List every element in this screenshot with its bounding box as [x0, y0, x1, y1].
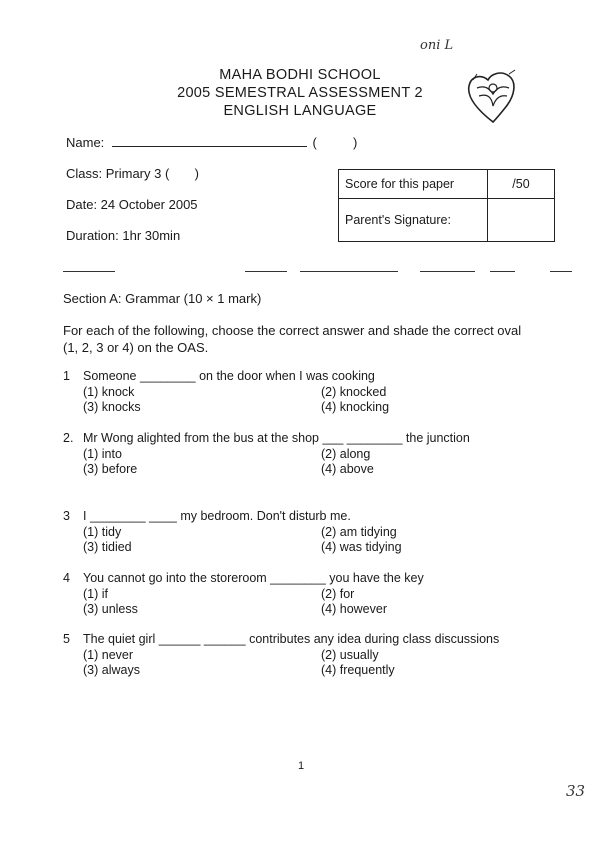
signature-box [488, 199, 555, 242]
handwritten-page-mark: 33 [566, 782, 586, 800]
question-text: I ________ ____ my bedroom. Don't disturb me. [83, 509, 351, 523]
question-4 [63, 571, 533, 618]
duration-label: Duration: 1hr 30min [66, 228, 181, 243]
index-paren: ( ) [312, 135, 358, 150]
option-2: (2) knocked [321, 384, 387, 399]
question-number: 4 [63, 571, 70, 585]
option-3: (3) knocks [83, 400, 141, 414]
option-1: (1) never [83, 647, 134, 662]
separator-line [245, 271, 287, 272]
question-5 [63, 632, 533, 679]
option-4: (4) was tidying [321, 540, 402, 554]
option-4: (4) however [321, 602, 387, 616]
name-line [112, 146, 307, 147]
option-3: (3) always [83, 663, 140, 677]
option-2: (2) along [321, 446, 371, 461]
class-label: Class: Primary 3 ( ) [66, 166, 199, 181]
question-2 [63, 431, 533, 478]
separator-line [63, 271, 115, 272]
score-value: /50 [488, 170, 555, 199]
question-text: The quiet girl ______ ______ contributes any idea during class discussions [83, 632, 500, 646]
question-text: You cannot go into the storeroom ________ you have the key [83, 571, 424, 585]
option-2: (2) for [321, 586, 355, 601]
assessment-title: 2005 SEMESTRAL ASSESSMENT 2 [177, 85, 423, 101]
score-table [338, 169, 555, 242]
option-4: (4) frequently [321, 663, 395, 677]
score-label: Score for this paper [339, 170, 488, 199]
question-text: Mr Wong alighted from the bus at the shop ___ ________ the junction [83, 431, 470, 445]
question-1 [63, 369, 533, 416]
question-number: 1 [63, 369, 70, 383]
handwritten-mark: oni L [420, 38, 454, 53]
date-label: Date: 24 October 2005 [66, 197, 198, 212]
subject-title: ENGLISH LANGUAGE [223, 103, 377, 119]
school-name: MAHA BODHI SCHOOL [219, 67, 381, 83]
separator-line [490, 271, 515, 272]
option-1: (1) tidy [83, 524, 122, 539]
page-number: 1 [298, 760, 305, 772]
option-3: (3) tidied [83, 540, 132, 554]
option-3: (3) unless [83, 602, 138, 616]
option-2: (2) usually [321, 647, 379, 662]
option-3: (3) before [83, 462, 138, 476]
option-4: (4) knocking [321, 400, 390, 414]
question-3 [63, 509, 533, 556]
separator-line [550, 271, 572, 272]
option-1: (1) knock [83, 384, 135, 399]
option-2: (2) am tidying [321, 524, 397, 539]
name-field [66, 135, 357, 150]
question-text: Someone ________ on the door when I was cooking [83, 369, 375, 383]
option-1: (1) if [83, 586, 108, 601]
separator-line [420, 271, 475, 272]
signature-label: Parent's Signature: [339, 199, 488, 242]
question-number: 3 [63, 509, 70, 523]
name-label: Name: [66, 135, 105, 150]
option-4: (4) above [321, 462, 374, 476]
question-number: 2. [63, 431, 74, 445]
question-number: 5 [63, 632, 70, 646]
section-title: Section A: Grammar (10 × 1 mark) [63, 291, 262, 306]
separator-line [300, 271, 398, 272]
option-1: (1) into [83, 446, 122, 461]
instruction-text: For each of the following, choose the correct answer and shade the correct oval (1, 2, 3 or 4) on the OAS. [63, 323, 522, 355]
